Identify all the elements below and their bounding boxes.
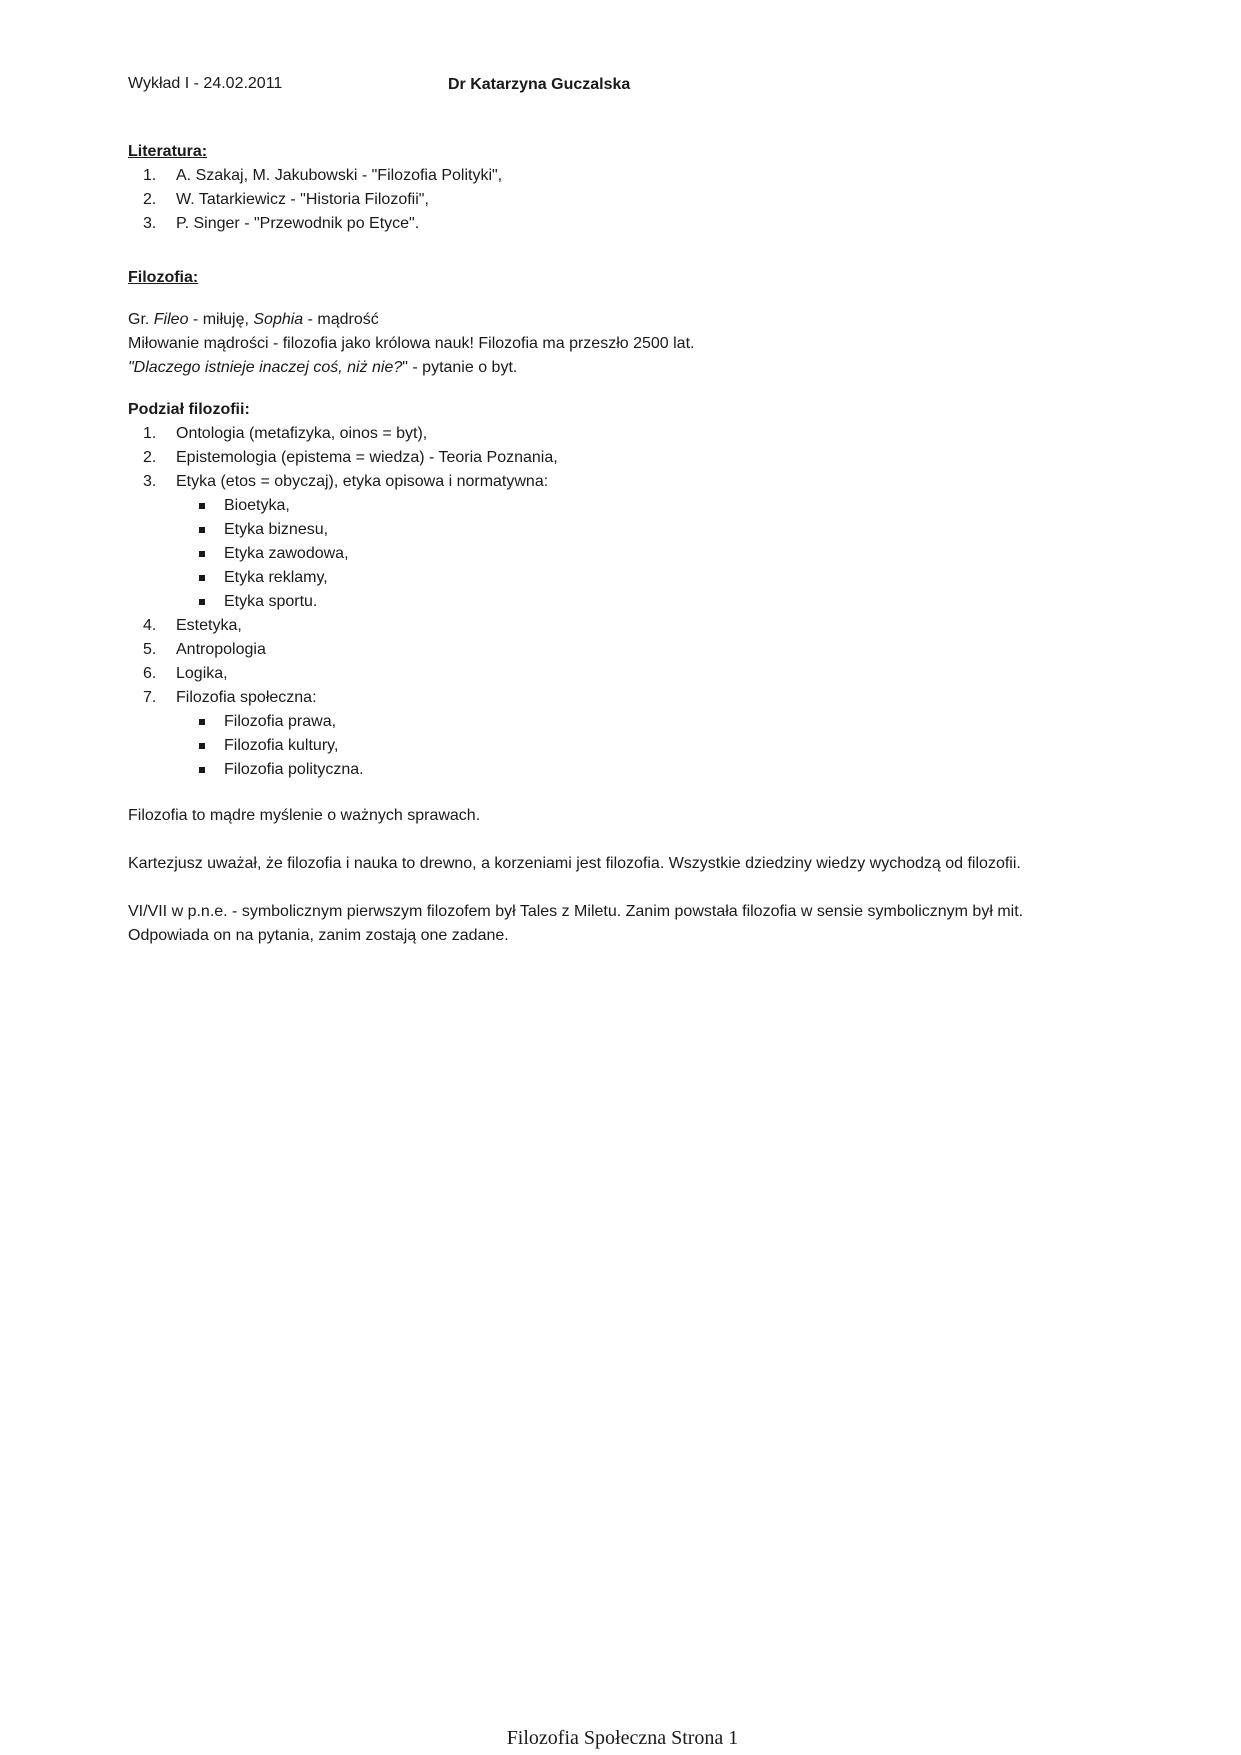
paragraph-tales: VI/VII w p.n.e. - symbolicznym pierwszym filozofem był Tales z Miletu. Zanim powstała filozofia w sensie symbolicznym był mit. Odpowiada on na pytania, zanim zostają one zadane.: [128, 903, 1024, 944]
list-item: Filozofia kultury,: [128, 734, 1088, 758]
etyka-sublist: [128, 494, 1088, 614]
paragraph-kartezjusz: Kartezjusz uważał, że filozofia i nauka to drewno, a korzeniami jest filozofia. Wszystkie dziedziny wiedzy wychodzą od filozofii.: [128, 855, 1021, 872]
list-item: 7. Filozofia społeczna:: [143, 689, 317, 706]
list-item: 3. Etyka (etos = obyczaj), etyka opisowa i normatywna:: [143, 473, 549, 490]
list-item: 2. W. Tatarkiewicz - "Historia Filozofii",: [143, 191, 429, 208]
list-item: 3. P. Singer - "Przewodnik po Etyce".: [143, 215, 420, 232]
list-item: Etyka biznesu,: [128, 518, 1088, 542]
question-line: "Dlaczego istnieje inaczej coś, niż nie?" - pytanie o byt.: [128, 359, 518, 376]
lecturer-name: Dr Katarzyna Guczalska: [448, 76, 631, 93]
etymology-line: Gr. Fileo - miłuję, Sophia - mądrość: [128, 311, 379, 328]
lecture-date: Wykład I - 24.02.2011: [128, 75, 283, 92]
list-item: 6. Logika,: [143, 665, 228, 682]
definition-line: Miłowanie mądrości - filozofia jako królowa nauk! Filozofia ma przeszło 2500 lat.: [128, 335, 695, 352]
document-body: [128, 140, 1088, 948]
podzial-list-continued: [128, 614, 1088, 710]
podzial-list: [128, 422, 1088, 494]
page-footer: [0, 1727, 1241, 1750]
list-item: Bioetyka,: [128, 494, 1088, 518]
paragraph-definition: Filozofia to mądre myślenie o ważnych sprawach.: [128, 807, 481, 824]
list-item: 1. A. Szakaj, M. Jakubowski - "Filozofia Polityki",: [143, 167, 503, 184]
footer-text: Filozofia Społeczna Strona 1: [506, 1727, 739, 1749]
literatura-title: Literatura:: [128, 143, 208, 160]
filozofia-title: Filozofia:: [128, 269, 199, 286]
list-item: Etyka zawodowa,: [128, 542, 1088, 566]
list-item: Filozofia polityczna.: [128, 758, 1088, 782]
list-item: Etyka reklamy,: [128, 566, 1088, 590]
literatura-list: [128, 164, 1088, 236]
podzial-title: Podział filozofii:: [128, 401, 250, 418]
list-item: 4. Estetyka,: [143, 617, 242, 634]
list-item: 2. Epistemologia (epistema = wiedza) - Teoria Poznania,: [143, 449, 558, 466]
list-item: 1. Ontologia (metafizyka, oinos = byt),: [143, 425, 428, 442]
spoleczna-sublist: [128, 710, 1088, 782]
list-item: Etyka sportu.: [128, 590, 1088, 614]
list-item: Filozofia prawa,: [128, 710, 1088, 734]
list-item: 5. Antropologia: [143, 641, 266, 658]
